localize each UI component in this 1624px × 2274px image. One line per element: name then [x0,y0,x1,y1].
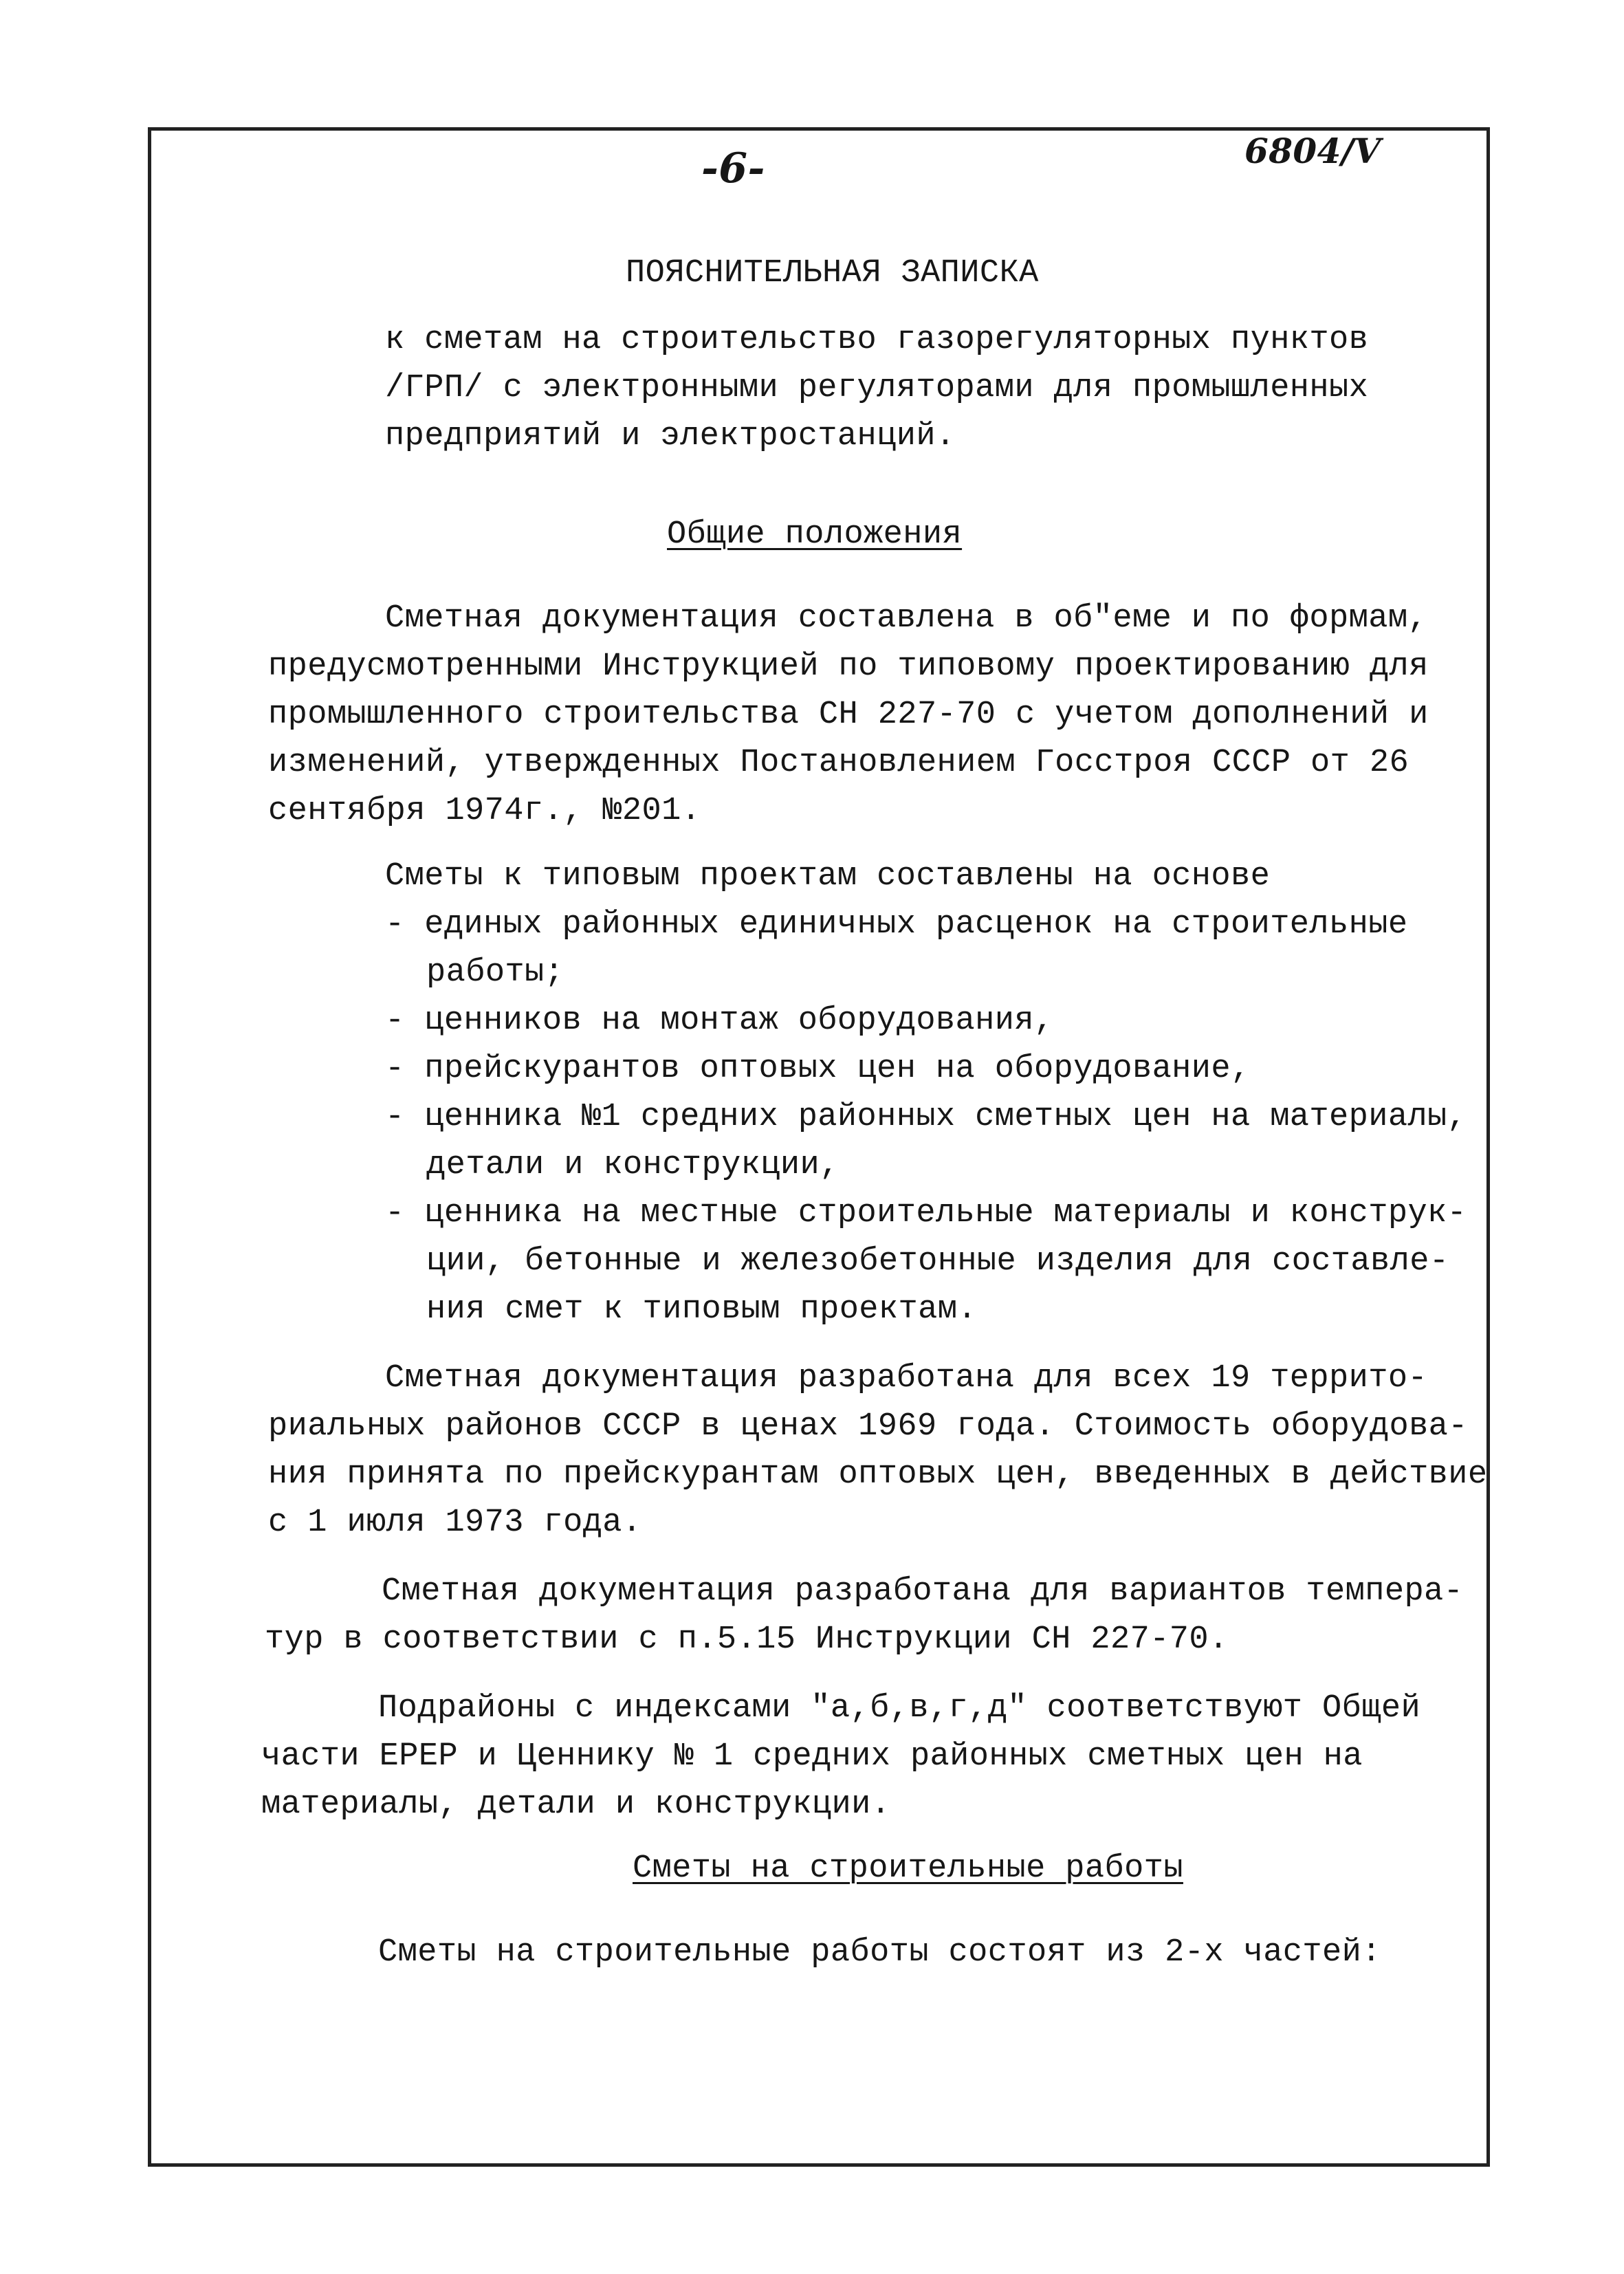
paragraph-line: сентября 1974г., №201. [268,793,701,829]
document-title: ПОЯСНИТЕЛЬНАЯ ЗАПИСКА [626,255,1039,292]
section-heading-general: Общие положения [667,516,963,553]
subtitle-line: /ГРП/ с электронными регуляторами для промышленных [385,370,1369,406]
paragraph-line: Подрайоны с индексами "а,б,в,г,д" соответствуют Общей [378,1690,1421,1727]
paragraph-line: изменений, утвержденных Постановлением Госстроя СССР от 26 [268,745,1409,781]
list-item: - ценника №1 средних районных сметных цен на материалы, [385,1099,1467,1135]
list-item-continuation: ции, бетонные и железобетонные изделия для составле- [426,1243,1449,1280]
paragraph-line: Сметная документация составлена в об"еме и по формам, [385,600,1428,637]
paragraph-line: Сметная документация разработана для всех 19 террито- [385,1360,1428,1397]
document-code: 6804/V [1244,131,1381,171]
paragraph-line: части ЕРЕР и Ценнику № 1 средних районных сметных цен на [261,1738,1363,1775]
paragraph-line: тур в соответствии с п.5.15 Инструкции СН 227-70. [265,1621,1229,1658]
subtitle-line: к сметам на строительство газорегуляторных пунктов [385,322,1369,358]
list-item: - ценника на местные строительные материалы и конструк- [385,1195,1467,1232]
page-number: -6- [701,144,765,193]
list-item-continuation: работы; [426,954,564,991]
list-item: - ценников на монтаж оборудования, [385,1003,1054,1039]
paragraph-line: ния принята по прейскурантам оптовых цен, введенных в действие [268,1456,1488,1493]
subtitle-line: предприятий и электростанций. [385,418,956,455]
paragraph-line: Сметы на строительные работы состоят из 2-х частей: [378,1934,1381,1971]
paragraph-line: материалы, детали и конструкции. [261,1786,891,1823]
paragraph-line: промышленного строительства СН 227-70 с учетом дополнений и [268,697,1429,733]
list-item: - единых районных единичных расценок на строительные [385,906,1408,943]
paragraph-line: риальных районов СССР в ценах 1969 года. Стоимость оборудова- [268,1408,1468,1445]
list-item-continuation: детали и конструкции, [426,1147,840,1183]
paragraph-line: предусмотренными Инструкцией по типовому проектированию для [268,648,1429,685]
section-heading-construction-estimates: Сметы на строительные работы [633,1850,1183,1887]
list-item: - прейскурантов оптовых цен на оборудование, [385,1051,1251,1087]
paragraph-line: с 1 июля 1973 года. [268,1505,642,1541]
paragraph-line: Сметная документация разработана для вариантов темпера- [382,1573,1464,1610]
list-item-continuation: ния смет к типовым проектам. [426,1291,977,1328]
paragraph-line: Сметы к типовым проектам составлены на основе [385,858,1271,895]
